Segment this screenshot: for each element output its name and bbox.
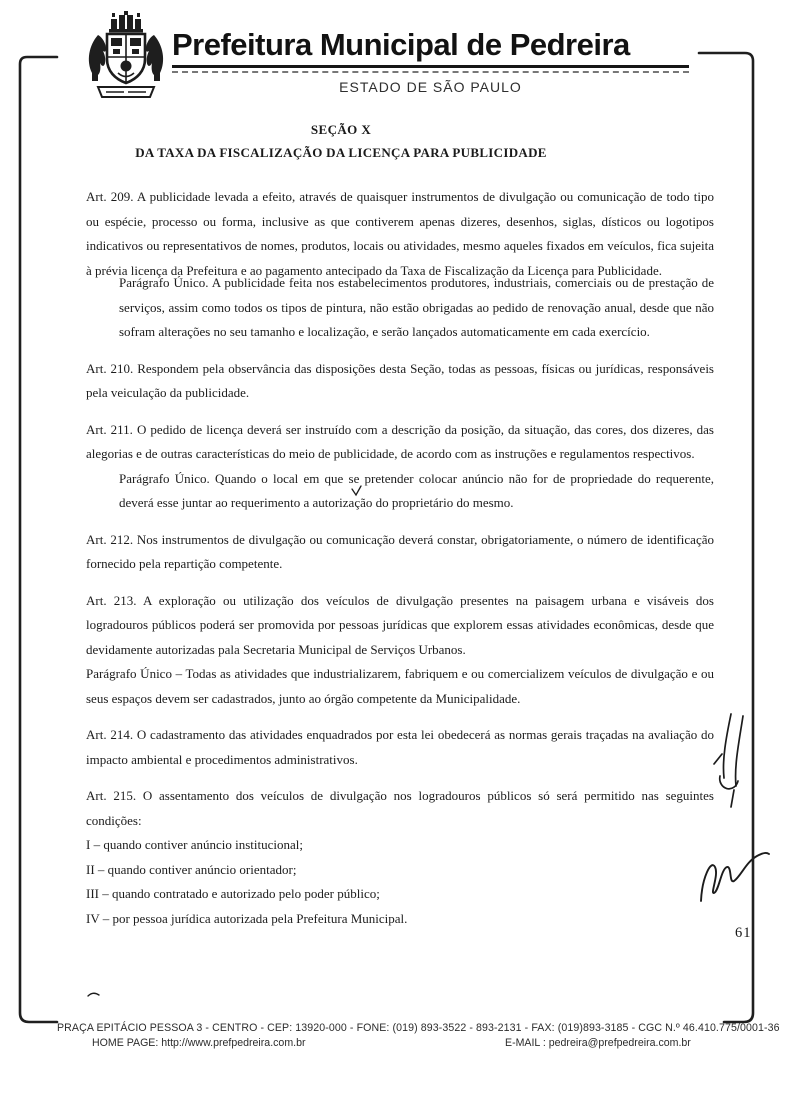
organization-title: Prefeitura Municipal de Pedreira	[172, 27, 630, 62]
footer-homepage: HOME PAGE: http://www.prefpedreira.com.br	[92, 1037, 306, 1049]
paragraph: Art. 209. A publicidade levada a efeito, através de quaisquer instrumentos de divulgação ou comunicação de todo tipo ou espécie, processo ou forma, inclusive as que contiverem apenas dizeres, desenhos, siglas, dísticos ou logotipos indicativos ou representativos de nomes, produtos, locais ou atividades, mesmo aqueles fixados em veículos, fica sujeita à prévia licença da Prefeitura e ao pagamento antecipado da Taxa de Fiscalização da Licença para Publicidade.	[86, 189, 714, 278]
paragraph: Parágrafo Único. A publicidade feita nos estabelecimentos produtores, industriais, comerciais ou de prestação de serviços, assim como todos os tipos de pintura, não estão obrigadas ao pedido de renovação anual, desde que não sofram alterações no seu tamanho e localização, e serão lançados automaticamente em cada exercício.	[119, 275, 714, 339]
footer-address-line: PRAÇA EPITÁCIO PESSOA 3 - CENTRO - CEP: 13920-000 - FONE: (019) 893-3522 - 893-2131 - FAX: (019)893-3185 - CGC N.º 46.410.775/0001-36	[57, 1022, 780, 1034]
paragraph: Parágrafo Único. Quando o local em que se pretender colocar anúncio não for de propriedade do requerente, deverá esse juntar ao requerimento a autorização do proprietário do mesmo.	[119, 470, 714, 510]
masthead	[172, 26, 689, 95]
organization-subtitle: ESTADO DE SÃO PAULO	[339, 79, 522, 95]
list-item: II – quando contiver anúncio orientador;	[86, 861, 297, 877]
paragraph: Art. 213. A exploração ou utilização dos veículos de divulgação presentes na paisagem urbana e visáveis dos logradouros públicos poderá ser promovida por pessoas jurídicas que explorem essas atividades econômicas, desde que devidamente autorizadas pala Secretaria Municipal de Serviços Urbanos.	[86, 592, 714, 657]
article-block	[86, 185, 714, 345]
pedreira-coat-of-arms-icon	[84, 11, 168, 105]
section-subtitle: DA TAXA DA FISCALIZAÇÃO DA LICENÇA PARA PUBLICIDADE	[135, 145, 547, 160]
footer-email: E-MAIL : pedreira@prefpedreira.com.br	[505, 1037, 691, 1049]
paragraph: Art. 215. O assentamento dos veículos de divulgação nos logradouros públicos só será permitido nas seguintes condições:	[86, 788, 714, 828]
title-underline	[172, 65, 689, 68]
list-item: III – quando contratado e autorizado pelo poder público;	[86, 886, 380, 901]
pen-scribble-icon	[714, 714, 743, 807]
list-item: IV – por pessoa jurídica autorizada pela Prefeitura Municipal.	[86, 910, 408, 926]
list-item: I – quando contiver anúncio institucional;	[86, 837, 303, 852]
article-block	[86, 357, 714, 406]
paragraph: Art. 211. O pedido de licença deverá ser instruído com a descrição da posição, da situação, das cores, dos dizeres, das alegorias e de outras características do meio de publicidade, de acordo com as instruções e regulamentos respectivos.	[86, 421, 714, 461]
page-border-left	[20, 57, 57, 1022]
section-headings	[86, 122, 596, 161]
articles-list	[86, 185, 714, 931]
paragraph: Parágrafo Único – Todas as atividades que industrializarem, fabriquem e ou comercializem veículos de divulgação e ou seus espaços devem ser cadastrados, junto ao órgão competente da Municipalidade.	[86, 666, 714, 706]
paragraph: Art. 214. O cadastramento das atividades enquadrados por esta lei obedecerá as normas gerais traçadas na avaliação do impacto ambiental e procedimentos administrativos.	[86, 727, 714, 767]
article-block	[86, 528, 714, 577]
article-block	[86, 784, 714, 931]
article-block	[86, 589, 714, 712]
paragraph: Art. 212. Nos instrumentos de divulgação ou comunicação deverá constar, obrigatoriamente, o número de identificação fornecido pela repartição competente.	[86, 531, 714, 571]
page-number: 61	[735, 925, 752, 941]
title-underline-dashed	[172, 71, 689, 73]
article-block	[86, 723, 714, 772]
section-title: SEÇÃO X	[310, 122, 372, 137]
paragraph: Art. 210. Respondem pela observância das disposições desta Seção, todas as pessoas, físicas ou jurídicas, responsáveis pela veiculação da publicidade.	[86, 360, 714, 400]
document-body	[86, 122, 714, 931]
tilde-mark-icon	[88, 993, 99, 996]
article-block	[86, 418, 714, 516]
